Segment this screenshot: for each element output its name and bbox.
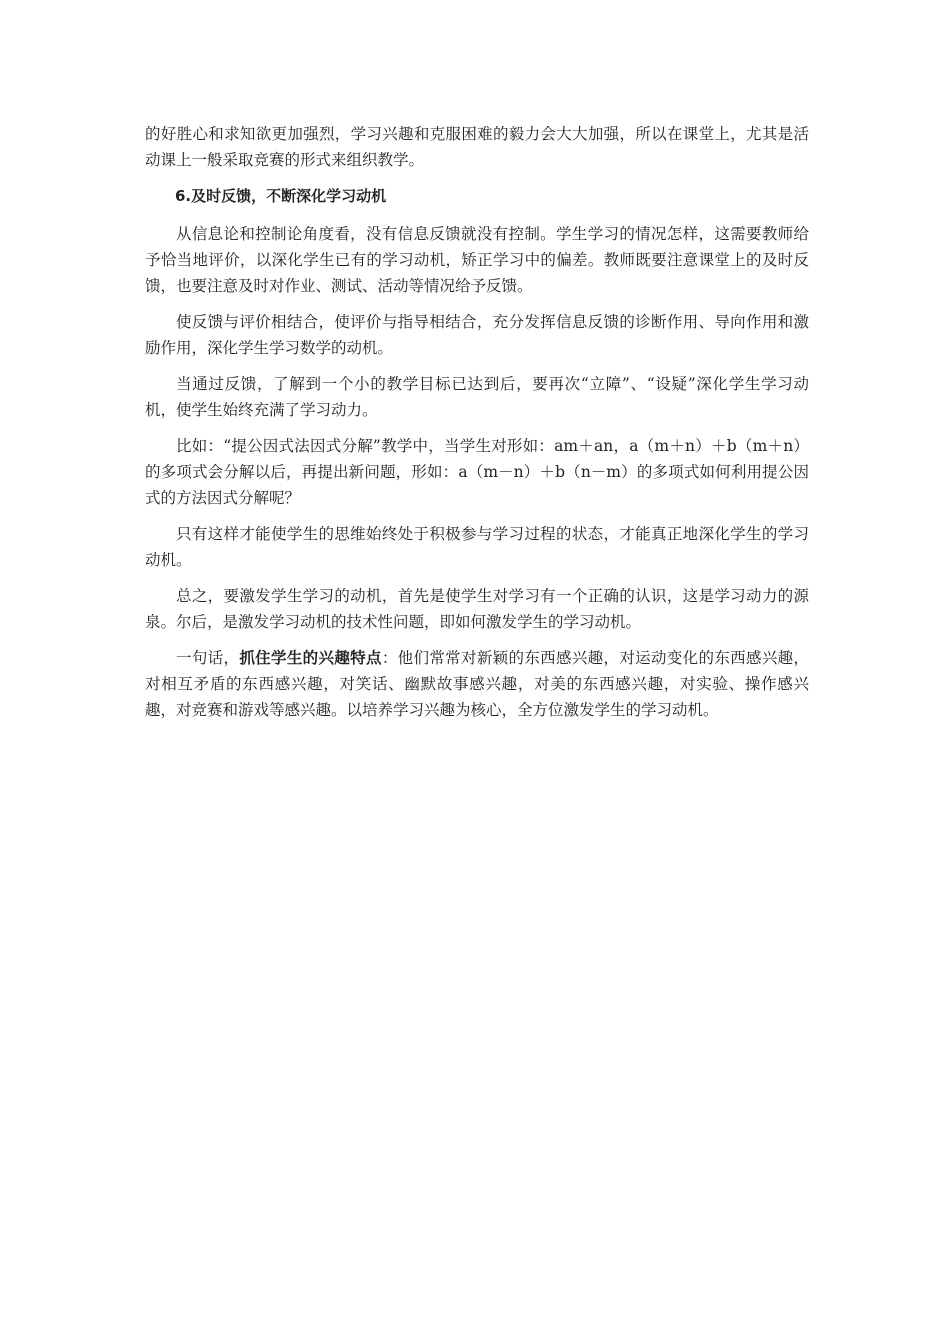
interest-prefix: 一句话， (176, 649, 240, 667)
paragraph-continued: 的好胜心和求知欲更加强烈，学习兴趣和克服困难的毅力会大大加强，所以在课堂上，尤其是活动课上一般采取竞赛的形式来组织教学。 (145, 125, 809, 169)
paragraph-summary: 总之，要激发学生学习的动机，首先是使学生对学习有一个正确的认识，这是学习动力的源泉。尔后，是激发学习动机的技术性问题，即如何激发学生的学习动机。 (145, 587, 809, 631)
paragraph-thinking: 只有这样才能使学生的思维始终处于积极参与学习过程的状态，才能真正地深化学生的学习动机。 (145, 525, 809, 569)
paragraph-goal-reached: 当通过反馈，了解到一个小的教学目标已达到后，要再次“立障”、“设疑”深化学生学习动机，使学生始终充满了学习动力。 (145, 375, 809, 419)
paragraph-feedback-theory: 从信息论和控制论角度看，没有信息反馈就没有控制。学生学习的情况怎样，这需要教师给予恰当地评价，以深化学生已有的学习动机，矫正学习中的偏差。教师既要注意课堂上的及时反馈，也要注意及时对作业、测试、活动等情况给予反馈。 (145, 225, 809, 295)
paragraph-interest-features (145, 645, 809, 723)
paragraph-feedback-evaluation: 使反馈与评价相结合，使评价与指导相结合，充分发挥信息反馈的诊断作用、导向作用和激励作用，深化学生学习数学的动机。 (145, 313, 809, 357)
interest-rest: ：他们常常对新颖的东西感兴趣，对运动变化的东西感兴趣，对相互矛盾的东西感兴趣，对笑话、幽默故事感兴趣，对美的东西感兴趣，对实验、操作感兴趣，对竞赛和游戏等感兴趣。以培养学习兴趣为核心，全方位激发学生的学习动机。 (145, 649, 809, 719)
section-heading: 6.及时反馈，不断深化学习动机 (175, 187, 387, 205)
document-body (145, 121, 809, 733)
interest-bold-phrase: 抓住学生的兴趣特点 (239, 649, 382, 667)
paragraph-example: 比如：“提公因式法因式分解”教学中，当学生对形如：am＋an，a（m＋n）＋b（m＋n）的多项式会分解以后，再提出新问题，形如：a（m－n）＋b（n－m）的多项式如何利用提公因式的方法因式分解呢？ (145, 437, 809, 507)
